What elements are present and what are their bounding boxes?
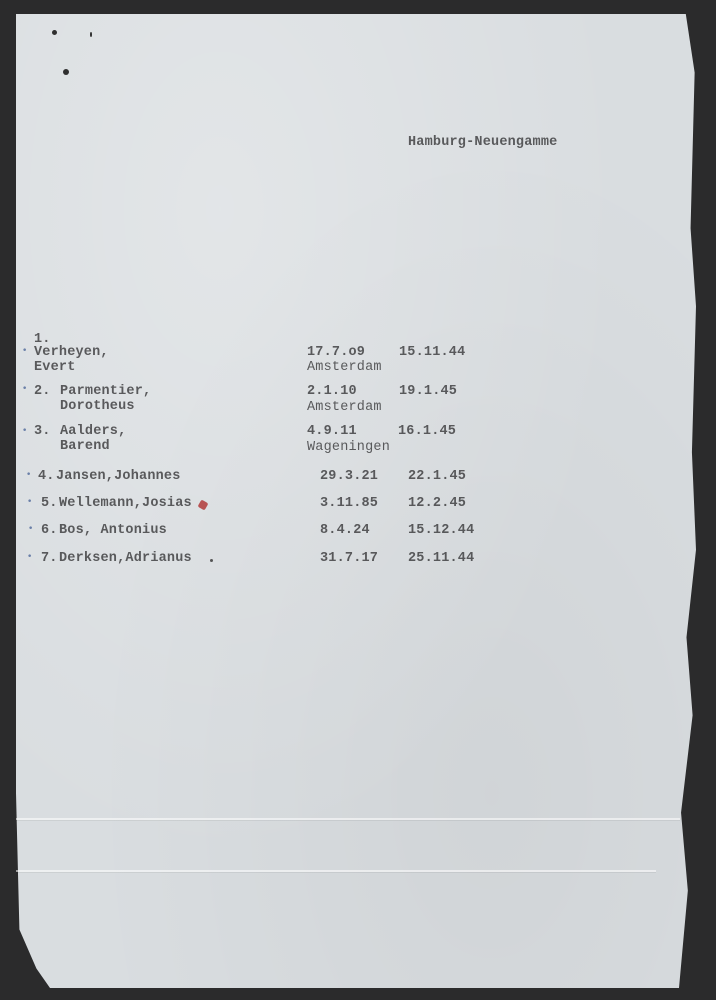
entry-number: 7. [41,551,58,566]
checkmark-icon: • [22,346,28,356]
entry-death-date: 15.12.44 [408,523,475,538]
checkmark-icon: • [28,524,34,534]
entry-name: Jansen,Johannes [56,469,181,484]
entry-name-line2: Dorotheus [60,399,135,414]
checkmark-icon: • [26,470,32,480]
paper-speck [52,30,57,35]
entry-birth-place: Amsterdam [307,360,382,375]
entry-death-date: 19.1.45 [399,384,458,399]
entry-birth-place: Wageningen [307,440,391,455]
entry-death-date: 12.2.45 [408,496,467,511]
entry-birth-date: 3.11.85 [320,496,379,511]
entry-death-date: 22.1.45 [408,469,467,484]
header-location: Hamburg-Neuengamme [408,135,558,150]
paper-fold-line [16,818,680,820]
entry-birth-date: 2.1.10 [307,384,357,399]
entry-name: Derksen,Adrianus [59,551,192,566]
entry-death-date: 25.11.44 [408,551,475,566]
entry-name-line2: Evert [34,360,76,375]
checkmark-icon: • [27,552,33,562]
entry-birth-date: 31.7.17 [320,551,379,566]
entry-death-date: 16.1.45 [398,424,457,439]
entry-number: 6. [41,523,58,538]
entry-birth-date: 17.7.o9 [307,345,366,360]
entry-birth-date: 29.3.21 [320,469,379,484]
entry-number: 3. [34,424,51,439]
entry-birth-date: 8.4.24 [320,523,370,538]
paper-fold-line [16,870,656,872]
paper-speck [63,69,69,75]
checkmark-icon: • [22,384,28,394]
entry-number: 4. [38,469,55,484]
entry-name-line1: Aalders, [60,424,127,439]
entry-number: 1. [34,332,51,347]
entry-birth-place: Amsterdam [307,400,382,415]
entry-death-date: 15.11.44 [399,345,466,360]
entry-name-line1: Verheyen, [34,345,109,360]
entry-number: 2. [34,384,51,399]
entry-name: Bos, Antonius [59,523,167,538]
entry-birth-date: 4.9.11 [307,424,357,439]
entry-name-line1: Parmentier, [60,384,152,399]
pencil-dot [210,559,213,562]
checkmark-icon: • [27,497,33,507]
checkmark-icon: • [22,426,28,436]
entry-name-line2: Barend [60,439,110,454]
entry-number: 5. [41,496,58,511]
entry-name: Wellemann,Josias [59,496,192,511]
paper-speck [90,32,92,37]
